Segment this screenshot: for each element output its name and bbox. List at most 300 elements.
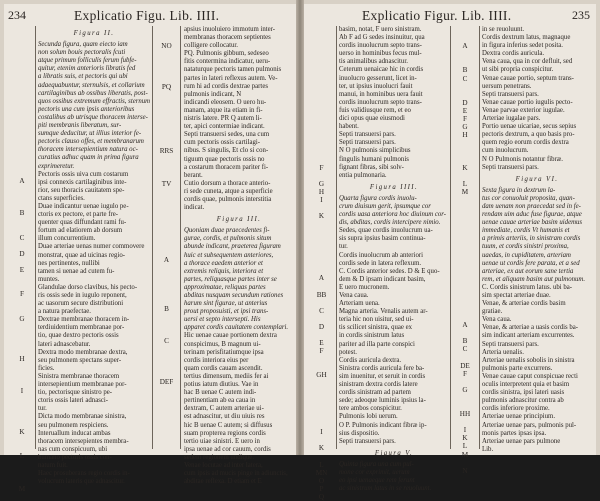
margin-letter: [308, 123, 335, 131]
text-line: quenter quas diffundant rami fu-: [38, 219, 127, 227]
text-line: Quinta figura una cum pul-: [339, 460, 414, 468]
margin-letter: RRS: [159, 147, 174, 156]
text-line: conspicimus, B magnum ui-: [184, 340, 261, 348]
text-line: inuolucro gesserunt, licet in-: [339, 74, 417, 82]
margin-letter: [308, 452, 335, 460]
text-line: sim indicant arteriam excurrentes.: [482, 332, 575, 340]
text-line: seu pulmonem respiciens.: [38, 421, 109, 429]
text-line: rior, seu thoracis cauitatem spe-: [38, 186, 125, 194]
left-running-title: Explicatio Figu. Lib. IIII.: [74, 8, 220, 23]
margin-letter: G: [318, 179, 325, 188]
text-line: Sexta figura in dextrum la-: [482, 186, 556, 194]
margin-letter: [308, 315, 335, 323]
margin-letter: [452, 394, 478, 402]
text-line: Arteriae uenalis sobolis in sinistra: [482, 356, 575, 364]
margin-letter: F: [20, 290, 24, 299]
margin-letter: [10, 217, 34, 225]
margin-letter: HH: [459, 410, 471, 419]
text-line: Magna arteria. Venalis autem ar-: [339, 308, 428, 316]
text-line: exprimeretur.: [38, 162, 75, 170]
figure-heading: Figura III.: [216, 216, 262, 224]
text-line: manui, in hominibus uera fauit: [339, 90, 423, 98]
margin-letter: [154, 164, 179, 172]
margin-letter: A: [318, 274, 325, 283]
text-line: approximatae, reliquas partes: [184, 283, 266, 291]
text-line: in se reuoluunt.: [482, 26, 525, 33]
margin-letter: [154, 107, 179, 115]
text-line: nistris latere. PR Q autem li-: [184, 115, 262, 123]
text-line: illum concurrentium.: [38, 235, 96, 243]
text-line: pectoris una cum ipsis anterioribus: [38, 105, 135, 113]
text-line: sim spectat arteriae duae.: [482, 292, 551, 299]
margin-letter: [154, 196, 179, 204]
margin-letter: [154, 50, 179, 58]
text-line: tuum, et cordis sinistri proxima,: [482, 243, 569, 251]
margin-letter: L: [319, 460, 324, 469]
left-page-header: [4, 8, 296, 24]
text-line: terdiuidentium membranae por-: [38, 324, 125, 332]
text-line: Dextra cordis auricula.: [482, 50, 545, 58]
text-line: E uero mucronem.: [339, 283, 390, 291]
margin-letter: [452, 34, 478, 42]
text-line: non solum bouis pectoralis fcuti: [38, 49, 126, 57]
text-line: mone cor exprimit, uerum: [339, 468, 410, 476]
text-line: Cordis auricula dextra.: [339, 356, 402, 364]
text-line: dici opus quae eiusmodi: [339, 115, 405, 123]
text-line: seu pulmonem spectans super-: [38, 356, 122, 364]
text-line: pectoris dextrum, a quo basis pro-: [482, 131, 575, 139]
text-line: ter, apici contermiae indicant.: [184, 123, 265, 131]
margin-letter: L: [462, 442, 468, 451]
text-line: O P. Pulmonis indicant fibræ ip-: [339, 421, 427, 429]
margin-letter: G: [462, 385, 468, 394]
text-line: pariter ad illa parte conspici: [339, 340, 415, 348]
text-line: Sinistra membranae thoracem: [38, 372, 120, 380]
margin-letter: [308, 75, 335, 83]
text-line: Venae parvae exterior iugulae.: [482, 106, 565, 114]
text-line: Cordis inuolucrum ab anteriori: [339, 251, 423, 259]
margin-letter: [308, 412, 335, 420]
text-line: uenae cauae arteriae basim uidemus: [482, 219, 583, 227]
figure-legend: [482, 26, 592, 172]
text-line: ficies.: [38, 364, 55, 372]
text-line: a natura praefectae.: [38, 308, 92, 316]
margin-letter: [10, 460, 34, 468]
margin-letter: [154, 220, 179, 228]
text-line: sumque deducitur, ut illius interior fe-: [38, 130, 142, 138]
text-line: quos ossibus extremum effractis, sternum: [38, 97, 151, 105]
margin-letter: [308, 26, 335, 34]
text-line: thoracem intersepientium natura oc-: [38, 146, 138, 154]
text-line: Arteriae uenae pars pulmone: [482, 437, 561, 445]
text-line: Septi transuersi pars.: [339, 131, 396, 139]
text-line: tus cor conuoluit proposita, quan-: [482, 194, 575, 202]
margin-letter: [10, 476, 34, 484]
margin-letter: [154, 265, 179, 273]
text-line: dextram, C autem arteriae ui-: [184, 405, 264, 413]
margin-letter: [154, 131, 179, 139]
left-col2-margin: [154, 26, 179, 394]
text-line: cordis uasa anteriora hoc diuinum cor-: [339, 211, 447, 219]
margin-letter: [154, 115, 179, 123]
margin-letter: [154, 188, 179, 196]
text-line: Arteriae uenae principium.: [482, 413, 556, 421]
text-line: curatius adhuc quam in prima figura: [38, 154, 139, 162]
right-col2-margin-rule: [479, 26, 480, 449]
text-line: Hic uenae cauae portionem dextra: [184, 332, 277, 340]
left-column-2: [184, 26, 294, 486]
margin-letter: [308, 380, 335, 388]
margin-letter: [10, 258, 34, 266]
text-line: fortum ad elatiorem ab dorsum: [38, 227, 123, 235]
margin-letter: H: [318, 187, 325, 196]
text-line: tur.: [339, 243, 348, 251]
text-line: pertinentiam ab ea caua in: [184, 397, 256, 405]
text-line: muntes.: [38, 275, 60, 283]
text-line: oculis interpretent quia et basim: [482, 381, 570, 389]
text-line: membranas thoracem septientes: [184, 34, 271, 42]
text-line: Septi transuersi pars.: [482, 90, 539, 98]
margin-letter: F: [463, 115, 467, 124]
margin-letter: [154, 273, 179, 281]
margin-letter: [308, 34, 335, 42]
text-line: huic et subsequentem anteriores,: [184, 251, 274, 259]
margin-letter: [154, 172, 179, 180]
margin-letter: M: [461, 187, 469, 196]
margin-letter: [10, 412, 34, 420]
margin-letter: DE: [460, 361, 470, 370]
text-line: fingulis humani pulmonis: [339, 155, 409, 163]
left-column-1: [38, 26, 150, 486]
margin-letter: [452, 475, 478, 483]
text-line: Venae locutae ad inter latera,: [184, 461, 263, 469]
text-line: cordis sinistram ad partem: [339, 389, 411, 397]
text-line: cordis inuolucrum septo trans-: [339, 42, 422, 50]
text-line: manam, atque ita etiam in fi-: [184, 106, 263, 114]
text-line: cartilaginibus ab ossibus liberatis, post-: [38, 89, 148, 97]
text-line: N O pulmonis simplicibus: [339, 147, 411, 155]
text-line: adaequabuntur, sternulsis, et collarium: [38, 81, 145, 89]
margin-letter: [452, 147, 478, 155]
text-line: pulmonis indicant, N: [184, 90, 242, 98]
text-line: apsius inuoluiero immotum inter-: [184, 26, 276, 33]
margin-letter: K: [19, 427, 25, 436]
margin-letter: [10, 379, 34, 387]
margin-letter: [452, 139, 478, 147]
text-line: Arteriae uenae pars, pulmonis pul-: [482, 421, 577, 429]
text-line: prout proposuisti, et ipsi trans-: [184, 308, 269, 316]
text-line: humano pectoris ossis con-: [38, 453, 112, 461]
margin-letter: C: [462, 345, 468, 354]
text-line: a primis arteriis, in sinistram cordis: [482, 235, 581, 243]
margin-letter: [452, 156, 478, 164]
text-line: arteriae, ex aut eorum sane tertia: [482, 267, 574, 275]
margin-letter: M: [461, 450, 469, 459]
margin-letter: [308, 396, 335, 404]
margin-letter: [452, 91, 478, 99]
right-col1-margin: [308, 26, 335, 501]
margin-letter: H: [462, 131, 468, 140]
margin-letter: PQ: [161, 82, 172, 91]
text-line: potest.: [339, 348, 357, 356]
margin-letter: [10, 363, 34, 371]
text-line: Secunda figura, quam eiecto iam: [38, 41, 128, 49]
margin-letter: [10, 274, 34, 282]
margin-letter: H: [19, 355, 25, 364]
text-line: in figura inferius sedet posita.: [482, 42, 563, 50]
margin-letter: [308, 282, 335, 290]
margin-letter: [10, 371, 34, 379]
text-line: Septi transuersi pars.: [339, 437, 396, 445]
left-page: [4, 4, 296, 493]
figure-heading: Figura VI.: [515, 175, 559, 183]
margin-letter: A: [163, 256, 170, 265]
margin-letter: D: [462, 98, 468, 107]
text-line: a costarum thoracem pariter fi-: [184, 163, 269, 171]
margin-letter: D: [19, 249, 25, 258]
text-line: colligere collocatur.: [184, 42, 238, 50]
text-line: Septi transuersi pars.: [482, 163, 539, 171]
text-line: suam propterea regions cordis: [184, 429, 266, 437]
text-line: abunde indicant, praeterea figuram: [184, 243, 281, 251]
text-line: indicandi eleosem. O uero hu-: [184, 98, 267, 106]
margin-letter: C: [462, 74, 468, 83]
margin-letter: B: [164, 305, 169, 313]
margin-letter: A: [19, 177, 25, 185]
figure-legend: [339, 227, 449, 446]
text-line: Sinistra cordis auricula fere ba-: [339, 364, 425, 372]
text-line: rum hi ad cordis dextrae partes: [184, 82, 268, 90]
margin-letter: M: [18, 484, 26, 493]
text-line: fignant fibras, sibi solv-: [339, 163, 404, 171]
figure-heading: Figura IIII.: [369, 183, 419, 191]
margin-letter: [308, 99, 335, 107]
text-line: cordis inferiore proxime.: [482, 405, 550, 413]
margin-letter: [154, 58, 179, 66]
margin-letter: P: [319, 484, 324, 493]
text-line: N O Pulmonis notantur fibræ.: [482, 155, 563, 163]
text-line: nes pertinentes, nullibi: [38, 259, 100, 267]
text-line: monstrat, quae ad uicinas regio-: [38, 251, 126, 259]
text-line: cum pectoris ossis cartilagi-: [184, 139, 261, 147]
text-line: Vena caua.: [339, 292, 369, 299]
text-line: rendam uim aduc fuse figurae, atque: [482, 211, 582, 219]
margin-letter: A: [462, 321, 468, 330]
margin-letter: B: [462, 337, 468, 346]
margin-letter: K: [462, 434, 468, 443]
margin-letter: K: [462, 163, 468, 172]
text-line: thoracem intersepientes membra-: [38, 437, 129, 445]
margin-letter: [154, 297, 179, 305]
text-line: fuis validiusque rem, et eo: [339, 106, 411, 114]
margin-letter: F: [463, 369, 467, 378]
text-line: tamen si uenae ad cutem fu-: [38, 267, 115, 275]
margin-letter: B: [19, 209, 25, 218]
text-line: pulmonis adnascitur contra ab: [482, 397, 564, 405]
text-line: eo ipsi uenaeque rem ferunt: [339, 477, 415, 485]
text-line: potius iatum diutius. Vae in: [184, 381, 259, 389]
text-line: partes, reliquasque partes inter se: [184, 275, 277, 283]
margin-letter: [154, 329, 179, 337]
text-line: hac B uenae C autem indi-: [184, 389, 257, 397]
margin-letter: [452, 378, 478, 386]
text-line: Cutio dorsum a thorace anterio-: [184, 179, 271, 187]
text-line: ut sibi propria conspicitur.: [482, 66, 554, 74]
margin-letter: Q: [318, 492, 325, 501]
margin-letter: [154, 228, 179, 236]
text-line: Ceterum uenaicae hic in cordis: [339, 66, 424, 74]
margin-letter: [308, 147, 335, 155]
text-line: harum sint figurae, ut anterius: [184, 300, 268, 308]
figure-legend: [184, 26, 294, 212]
margin-letter: C: [164, 337, 169, 346]
margin-letter: [452, 83, 478, 91]
margin-letter: BB: [316, 290, 327, 299]
text-line: partes in lateri reflexus autem. Ve-: [184, 74, 278, 82]
text-line: pectoris clauso offes, et membranarum: [38, 138, 144, 146]
margin-letter: [154, 313, 179, 321]
margin-letter: [452, 50, 478, 58]
margin-letter: [154, 204, 179, 212]
text-line: natum fuit.: [38, 461, 68, 469]
text-line: Quarta figura cordis inuolu-: [339, 194, 417, 202]
margin-letter: [10, 307, 34, 315]
left-col2-margin-rule: [180, 26, 181, 449]
text-line: cordis sinistra, ipsi lateri uasis: [482, 389, 565, 397]
figure-legend: [38, 171, 150, 487]
margin-letter: N: [462, 466, 468, 475]
text-line: nibus. S singulis, Et clo si con-: [184, 147, 269, 155]
left-col1-margin: [10, 26, 34, 493]
text-line: tertius dimensum, mediis fer ai: [184, 372, 269, 380]
text-line: Arteriae iugalae pars.: [482, 115, 541, 123]
text-line: quam cordis cauam ascendit.: [184, 364, 263, 372]
text-line: tio, pectorisque sinistro pe-: [38, 389, 112, 397]
figure-intro: [339, 195, 449, 227]
text-line: Venae cauae portio iugulis pecto-: [482, 98, 573, 106]
right-col1-margin-rule: [336, 26, 337, 449]
margin-letter: NO: [161, 42, 172, 51]
text-line: cordis inuolucrum septo trans-: [339, 98, 422, 106]
text-line: sedem regionem undique.: [184, 453, 255, 461]
text-line: Dicta modo membranae sinistra,: [38, 413, 127, 421]
margin-letter: [308, 66, 335, 74]
text-line: sede; adeoque luminis ipsius la-: [339, 397, 426, 405]
margin-letter: [10, 226, 34, 234]
margin-letter: [154, 75, 179, 83]
text-line: gratiae.: [482, 308, 503, 316]
text-line: Cordis dextrum latus, magnaque: [482, 34, 571, 42]
margin-letter: [452, 483, 478, 491]
text-line: ac uasorum secure distributioni: [38, 300, 124, 308]
text-line: tio, quae dextro pectoris ossis: [38, 332, 119, 340]
margin-letter: [10, 201, 34, 209]
margin-letter: [308, 83, 335, 91]
text-line: uerso in hominibus fecus mul-: [339, 50, 422, 58]
text-line: abditae reflexa. D etiam et E: [184, 478, 262, 486]
figure-legend: [339, 26, 449, 180]
margin-letter: [154, 66, 179, 74]
margin-letter: [308, 107, 335, 115]
book-gutter: [296, 0, 304, 455]
right-running-title: Explicatio Figur. Lib. IIII.: [362, 8, 512, 23]
text-line: hic B uenae C autem; si diffusus: [184, 421, 273, 429]
margin-letter: TV: [161, 179, 172, 188]
text-line: Venae cauae caput conspicuae recti: [482, 372, 578, 380]
text-line: intersepientium membranae por-: [38, 381, 127, 389]
margin-letter: [308, 299, 335, 307]
text-line: Arteria uenalis.: [482, 348, 524, 356]
right-page-number: 235: [572, 8, 590, 22]
text-line: Lib.: [482, 445, 494, 453]
margin-letter: [10, 193, 34, 201]
text-line: PQ. Pulmonis gibbum, sedeseo: [184, 50, 269, 58]
text-line: rem, et aliquam basim aut pulmonum.: [482, 275, 586, 283]
margin-letter: L: [19, 452, 25, 461]
text-line: ctoris ossis lateri adnasci-: [38, 397, 109, 405]
text-line: uenae ut cordis fere parata, et a sed: [482, 259, 580, 267]
margin-letter: [308, 420, 335, 428]
text-line: berant.: [184, 171, 203, 179]
text-line: tis animalibus adnascitur.: [339, 58, 408, 66]
text-line: tertio uiae sinistri. E uero in: [184, 437, 260, 445]
text-line: nas cum conspicuum, ubi: [38, 445, 108, 453]
margin-letter: [308, 50, 335, 58]
figure-heading: Figura V.: [374, 449, 414, 457]
margin-letter: [10, 436, 34, 444]
margin-letter: [308, 388, 335, 396]
figure-legend: [482, 284, 592, 454]
margin-letter: [154, 345, 179, 353]
text-line: quem regio eorum cordis dextra: [482, 139, 569, 147]
margin-letter: [154, 289, 179, 297]
text-line: sinistram dextra cordis latere: [339, 381, 418, 389]
margin-letter: [308, 115, 335, 123]
right-page: [304, 4, 596, 501]
margin-letter: [308, 131, 335, 139]
margin-letter: [452, 329, 478, 337]
text-line: Glandulae dorso clavibus, his pecto-: [38, 283, 138, 291]
text-line: pulmonis parte excurrens.: [482, 364, 553, 372]
margin-letter: A: [462, 42, 468, 51]
margin-letter: [308, 58, 335, 66]
margin-letter: [308, 404, 335, 412]
text-line: a libratis suis, et pectoris qui ubi: [38, 73, 128, 81]
margin-letter: E: [319, 339, 324, 348]
margin-letter: [10, 396, 34, 404]
margin-letter: I: [20, 387, 24, 396]
text-line: monis partes ipsas ipsa.: [482, 429, 547, 437]
text-line: Duae indicantur uenae iugulo pe-: [38, 202, 129, 210]
text-line: Venae cauae portio, septum trans-: [482, 74, 574, 82]
margin-letter: [452, 172, 478, 180]
text-line: ac sinistrum latus in se reuoluunt.: [339, 485, 432, 493]
margin-letter: [308, 172, 335, 180]
right-column-divider: [450, 26, 451, 449]
figure-legend: [184, 332, 294, 486]
margin-letter: I: [320, 195, 323, 204]
left-column-divider: [152, 26, 153, 449]
margin-letter: [154, 139, 179, 147]
text-line: ipsi connexis cartilaginibus inte-: [38, 178, 127, 186]
text-line: C. Cordis sinistrum latus. ubi ba-: [482, 283, 573, 291]
text-line: uersi et septo intersepti. His: [184, 316, 261, 324]
text-line: tis scilicet sinistra, quae ex: [339, 324, 413, 332]
margin-letter: [308, 91, 335, 99]
margin-letter: [154, 156, 179, 164]
margin-letter: [154, 386, 179, 394]
text-line: Sedes, quae cordis inuolucrum ua-: [339, 227, 433, 235]
